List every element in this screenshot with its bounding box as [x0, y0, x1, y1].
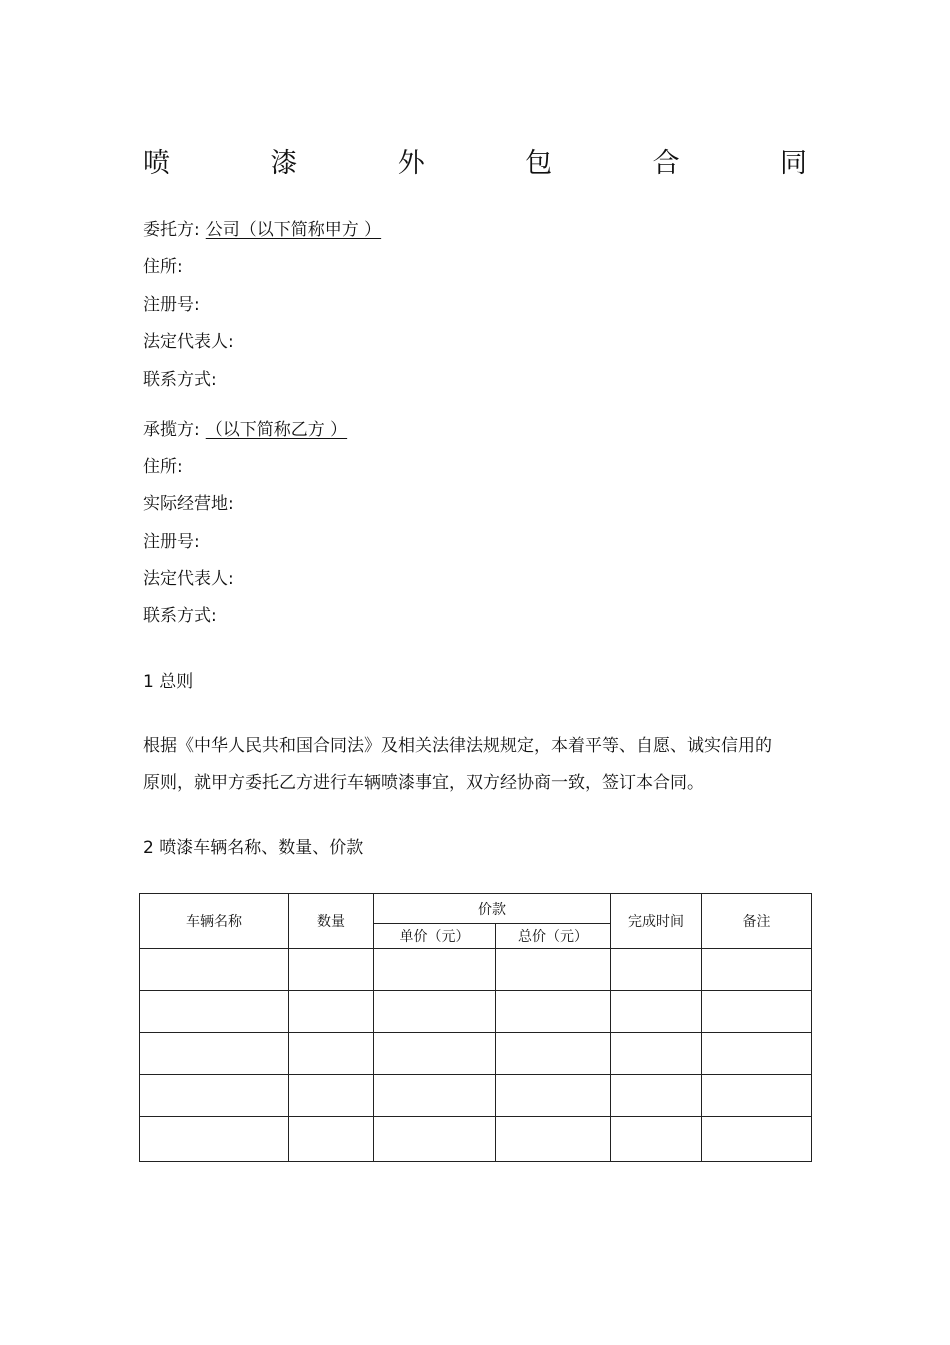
- table-cell: [289, 949, 374, 991]
- table-cell: [496, 1033, 611, 1075]
- table-cell: [702, 1075, 812, 1117]
- table-cell: [611, 1033, 702, 1075]
- header-remarks: 备注: [702, 894, 812, 949]
- table-cell: [702, 1117, 812, 1162]
- header-unit-price: 单价（元）: [374, 924, 496, 949]
- party-a-registration: 注册号:: [143, 295, 200, 315]
- table-row: [140, 949, 812, 991]
- party-b-contact: 联系方式:: [143, 606, 217, 626]
- party-a-line: [143, 218, 381, 242]
- table-cell: [289, 991, 374, 1033]
- table-cell: [374, 991, 496, 1033]
- document-title: [143, 146, 807, 182]
- table-cell: [374, 949, 496, 991]
- table-row: [140, 1117, 812, 1162]
- table-cell: [374, 1033, 496, 1075]
- header-vehicle-name: 车辆名称: [140, 894, 289, 949]
- title-char: 喷: [143, 148, 170, 179]
- title-char: 同: [779, 148, 807, 179]
- table-cell: [496, 1117, 611, 1162]
- title-char: 外: [397, 148, 425, 179]
- table-cell: [289, 1075, 374, 1117]
- party-b-value: （以下简称乙方 ）: [205, 420, 348, 440]
- section-2-heading: 2 喷漆车辆名称、数量、价款: [143, 838, 364, 858]
- title-char: 漆: [270, 148, 298, 179]
- party-a-value: 公司（以下简称甲方 ）: [205, 220, 382, 240]
- table-row: [140, 1033, 812, 1075]
- table-cell: [289, 1117, 374, 1162]
- party-b-business-site: 实际经营地:: [143, 494, 234, 514]
- table-cell: [140, 991, 289, 1033]
- table-cell: [140, 1033, 289, 1075]
- table-cell: [702, 949, 812, 991]
- party-b-line: [143, 418, 347, 442]
- table-cell: [496, 991, 611, 1033]
- table-cell: [611, 1117, 702, 1162]
- section-1-heading: 1 总则: [143, 672, 194, 692]
- table-cell: [702, 991, 812, 1033]
- table-cell: [611, 949, 702, 991]
- vehicle-pricing-table: [139, 893, 812, 1162]
- table-cell: [140, 949, 289, 991]
- party-a-label: 委托方:: [143, 220, 200, 240]
- table-cell: [611, 991, 702, 1033]
- table-cell: [496, 949, 611, 991]
- table-row: [140, 991, 812, 1033]
- party-b-registration: 注册号:: [143, 532, 200, 552]
- table-cell: [374, 1075, 496, 1117]
- party-b-legal-rep: 法定代表人:: [143, 569, 234, 589]
- header-price: 价款: [374, 894, 611, 924]
- party-a-address: 住所:: [143, 257, 183, 277]
- title-char: 包: [525, 148, 553, 179]
- table-cell: [140, 1117, 289, 1162]
- table-row: [140, 1075, 812, 1117]
- party-a-legal-rep: 法定代表人:: [143, 332, 234, 352]
- party-b-label: 承揽方:: [143, 420, 200, 440]
- table-cell: [496, 1075, 611, 1117]
- title-char: 合: [652, 148, 680, 179]
- table-cell: [140, 1075, 289, 1117]
- table-cell: [289, 1033, 374, 1075]
- party-b-address: 住所:: [143, 457, 183, 477]
- header-total-price: 总价（元）: [496, 924, 611, 949]
- header-quantity: 数量: [289, 894, 374, 949]
- header-completion-time: 完成时间: [611, 894, 702, 949]
- party-a-contact: 联系方式:: [143, 370, 217, 390]
- section-1-body: 根据《中华人民共和国合同法》及相关法律法规规定，本着平等、自愿、诚实信用的原则，就甲方委托乙方进行车辆喷漆事宜，双方经协商一致，签订本合同。: [143, 736, 772, 793]
- table-cell: [702, 1033, 812, 1075]
- table-cell: [374, 1117, 496, 1162]
- table-cell: [611, 1075, 702, 1117]
